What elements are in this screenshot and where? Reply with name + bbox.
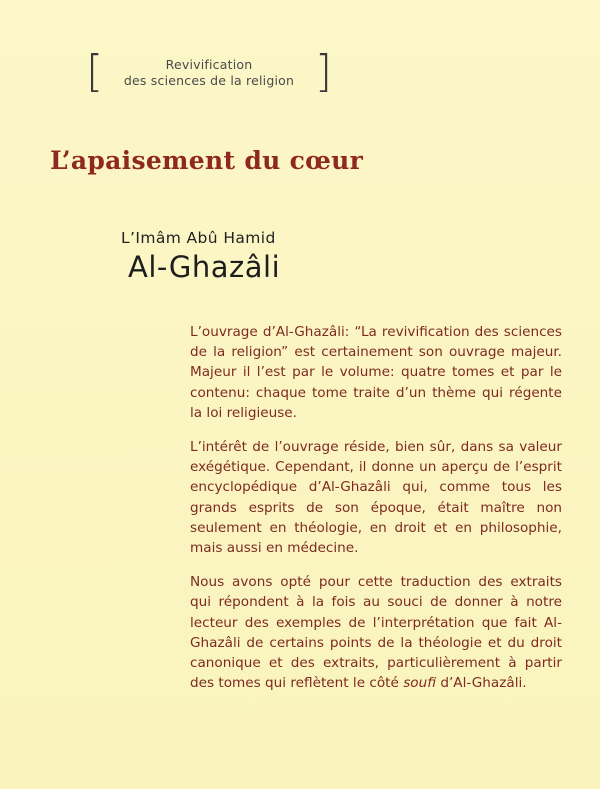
book-title: L’apaisement du cœur [50,146,364,175]
author-prefix: L’Imâm Abû Hamid [121,229,276,247]
description-paragraph-1: L’ouvrage d’Al-Ghazâli: “La revivification des sciences de la religion” est certainement son ouvrage majeur. Majeur il l’est par le volume: quatre tomes et par le contenu: chaque tome traite d’un thème qui régente la loi religieuse. [190,324,562,421]
description-text [190,322,562,707]
paragraph-3-emphasis: soufi [403,675,436,692]
author-name: Al-Ghazâli [128,250,281,284]
series-name-line-1: Revivification [165,57,253,72]
paragraph-3-text-start: Nous avons opté pour cette traduction des extraits qui répondent à la fois au souci de donner à notre lecteur des exemples de l’interprétation que fait Al-Ghazâli de certains points de la théologie et du droit canonique et des extraits, particulièrement à partir des tomes qui reflètent le côté [190,574,562,692]
left-bracket: [ [86,46,104,97]
description-paragraph-2: L’intérêt de l’ouvrage réside, bien sûr, dans sa valeur exégétique. Cependant, il donne un aperçu de l’esprit encyclopédique d’Al-Ghazâli qui, comme tous les grands esprits de son époque, était maître non seulement en théologie, en droit et en philosophie, mais aussi en médecine. [190,439,562,557]
series-name-line-2: des sciences de la religion [123,73,295,88]
series-header [86,46,332,97]
paragraph-3-text-end: d’Al-Ghazâli. [436,675,527,692]
description-paragraph-3 [190,572,562,693]
right-bracket: ] [314,46,332,97]
